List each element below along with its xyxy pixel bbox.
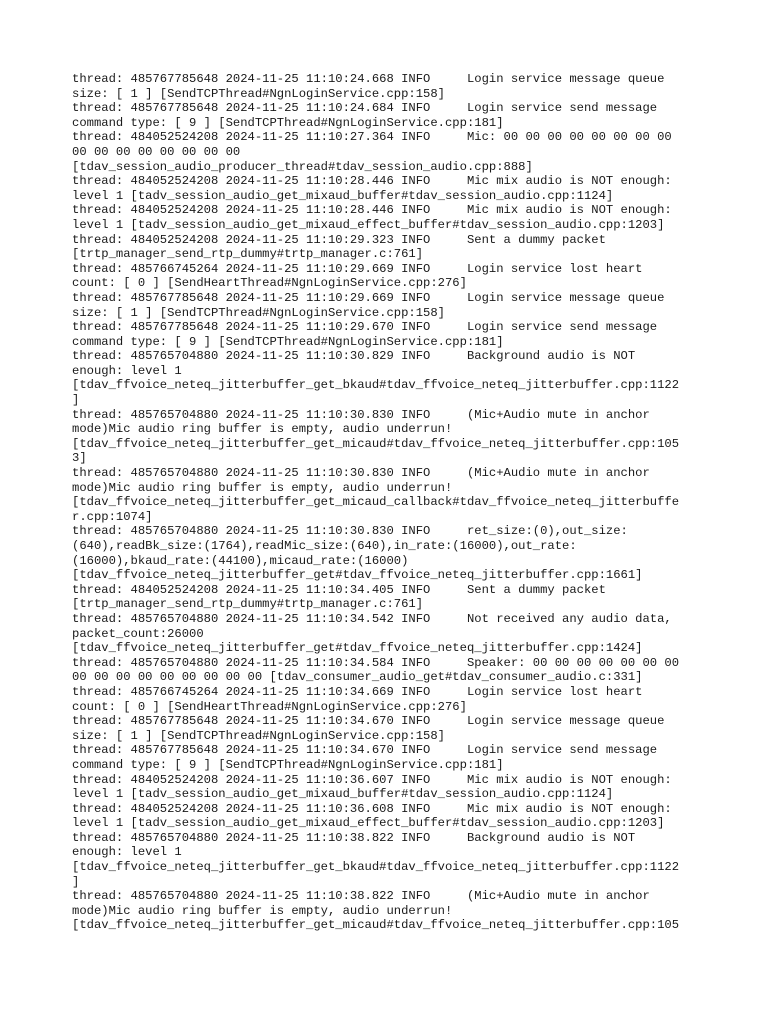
- log-line: [tdav_ffvoice_neteq_jitterbuffer_get_micaud#tdav_ffvoice_neteq_jitterbuffer.cpp:105: [72, 436, 680, 451]
- log-line: thread: 485765704880 2024-11-25 11:10:34.584 INFO Speaker: 00 00 00 00 00 00 00: [72, 655, 680, 670]
- log-line: [tdav_ffvoice_neteq_jitterbuffer_get_micaud#tdav_ffvoice_neteq_jitterbuffer.cpp:105: [72, 918, 680, 933]
- log-line: size: [ 1 ] [SendTCPThread#NgnLoginService.cpp:158]: [72, 86, 445, 101]
- log-line: thread: 484052524208 2024-11-25 11:10:27.364 INFO Mic: 00 00 00 00 00 00 00 00: [72, 130, 672, 145]
- log-line: r.cpp:1074]: [72, 509, 153, 524]
- log-line: level 1 [tadv_session_audio_get_mixaud_effect_buffer#tdav_session_audio.cpp:1203]: [72, 217, 665, 232]
- log-line: [tdav_ffvoice_neteq_jitterbuffer_get_bkaud#tdav_ffvoice_neteq_jitterbuffer.cpp:1122: [72, 378, 680, 393]
- log-line: mode)Mic audio ring buffer is empty, audio underrun!: [72, 903, 453, 918]
- log-line: thread: 484052524208 2024-11-25 11:10:29.323 INFO Sent a dummy packet: [72, 232, 606, 247]
- log-line: thread: 485765704880 2024-11-25 11:10:30.829 INFO Background audio is NOT: [72, 349, 636, 364]
- log-line: packet_count:26000: [72, 626, 204, 641]
- log-line: thread: 484052524208 2024-11-25 11:10:28.446 INFO Mic mix audio is NOT enough:: [72, 203, 672, 218]
- log-line: thread: 485767785648 2024-11-25 11:10:29.669 INFO Login service message queue: [72, 290, 665, 305]
- log-line: enough: level 1: [72, 845, 182, 860]
- log-line: ]: [72, 393, 80, 408]
- log-line: level 1 [tadv_session_audio_get_mixaud_effect_buffer#tdav_session_audio.cpp:1203]: [72, 816, 665, 831]
- log-line: thread: 485765704880 2024-11-25 11:10:30.830 INFO ret_size:(0),out_size:: [72, 524, 628, 539]
- log-line: count: [ 0 ] [SendHeartThread#NgnLoginService.cpp:276]: [72, 699, 467, 714]
- log-line: thread: 484052524208 2024-11-25 11:10:36.608 INFO Mic mix audio is NOT enough:: [72, 801, 672, 816]
- log-line: (640),readBk_size:(1764),readMic_size:(640),in_rate:(16000),out_rate:: [72, 539, 577, 553]
- log-line: 3]: [72, 451, 87, 466]
- log-line: thread: 484052524208 2024-11-25 11:10:36.607 INFO Mic mix audio is NOT enough:: [72, 772, 672, 787]
- log-line: size: [ 1 ] [SendTCPThread#NgnLoginService.cpp:158]: [72, 305, 445, 320]
- log-line: command type: [ 9 ] [SendTCPThread#NgnLoginService.cpp:181]: [72, 115, 504, 130]
- log-line: enough: level 1: [72, 363, 182, 378]
- log-line: thread: 484052524208 2024-11-25 11:10:34.405 INFO Sent a dummy packet: [72, 582, 606, 597]
- log-line: thread: 485765704880 2024-11-25 11:10:30.830 INFO (Mic+Audio mute in anchor: [72, 407, 650, 422]
- log-line: thread: 485766745264 2024-11-25 11:10:34.669 INFO Login service lost heart: [72, 684, 643, 699]
- log-line: mode)Mic audio ring buffer is empty, audio underrun!: [72, 480, 453, 495]
- log-line: thread: 485765704880 2024-11-25 11:10:30.830 INFO (Mic+Audio mute in anchor: [72, 466, 650, 481]
- log-line: [trtp_manager_send_rtp_dummy#trtp_manager.c:761]: [72, 247, 424, 262]
- log-line: level 1 [tadv_session_audio_get_mixaud_buffer#tdav_session_audio.cpp:1124]: [72, 188, 614, 203]
- log-line: ]: [72, 874, 80, 889]
- log-line: thread: 485765704880 2024-11-25 11:10:34.542 INFO Not received any audio data,: [72, 611, 672, 626]
- log-line: 00 00 00 00 00 00 00 00: [72, 144, 241, 159]
- log-line: thread: 485766745264 2024-11-25 11:10:29.669 INFO Login service lost heart: [72, 261, 643, 276]
- log-line: [tdav_ffvoice_neteq_jitterbuffer_get#tdav_ffvoice_neteq_jitterbuffer.cpp:1661]: [72, 568, 643, 583]
- log-line: thread: 485765704880 2024-11-25 11:10:38.822 INFO Background audio is NOT: [72, 830, 636, 845]
- log-line: size: [ 1 ] [SendTCPThread#NgnLoginService.cpp:158]: [72, 728, 445, 743]
- log-line: thread: 485767785648 2024-11-25 11:10:34.670 INFO Login service send message: [72, 743, 658, 758]
- log-line: command type: [ 9 ] [SendTCPThread#NgnLoginService.cpp:181]: [72, 334, 504, 349]
- log-line: thread: 485767785648 2024-11-25 11:10:34.670 INFO Login service message queue: [72, 714, 665, 729]
- log-line: thread: 485767785648 2024-11-25 11:10:29.670 INFO Login service send message: [72, 320, 658, 335]
- log-line: count: [ 0 ] [SendHeartThread#NgnLoginService.cpp:276]: [72, 276, 467, 291]
- log-line: thread: 484052524208 2024-11-25 11:10:28.446 INFO Mic mix audio is NOT enough:: [72, 174, 672, 189]
- log-line: [tdav_session_audio_producer_thread#tdav_session_audio.cpp:888]: [72, 159, 533, 174]
- log-line: level 1 [tadv_session_audio_get_mixaud_buffer#tdav_session_audio.cpp:1124]: [72, 787, 614, 802]
- log-line: thread: 485765704880 2024-11-25 11:10:38.822 INFO (Mic+Audio mute in anchor: [72, 889, 650, 904]
- log-line: [tdav_ffvoice_neteq_jitterbuffer_get_micaud_callback#tdav_ffvoice_neteq_jitterbuffe: [72, 495, 680, 510]
- log-line: [tdav_ffvoice_neteq_jitterbuffer_get#tdav_ffvoice_neteq_jitterbuffer.cpp:1424]: [72, 641, 643, 656]
- log-line: (16000),bkaud_rate:(44100),micaud_rate:(16000): [72, 553, 409, 568]
- log-line: [trtp_manager_send_rtp_dummy#trtp_manager.c:761]: [72, 597, 424, 612]
- log-line: [tdav_ffvoice_neteq_jitterbuffer_get_bkaud#tdav_ffvoice_neteq_jitterbuffer.cpp:1122: [72, 860, 680, 875]
- log-line: thread: 485767785648 2024-11-25 11:10:24.684 INFO Login service send message: [72, 101, 658, 116]
- log-text-page: [72, 72, 702, 933]
- log-line: thread: 485767785648 2024-11-25 11:10:24.668 INFO Login service message queue: [72, 72, 665, 86]
- log-line: mode)Mic audio ring buffer is empty, audio underrun!: [72, 422, 453, 437]
- log-line: command type: [ 9 ] [SendTCPThread#NgnLoginService.cpp:181]: [72, 757, 504, 772]
- log-line: 00 00 00 00 00 00 00 00 00 [tdav_consumer_audio_get#tdav_consumer_audio.c:331]: [72, 670, 643, 685]
